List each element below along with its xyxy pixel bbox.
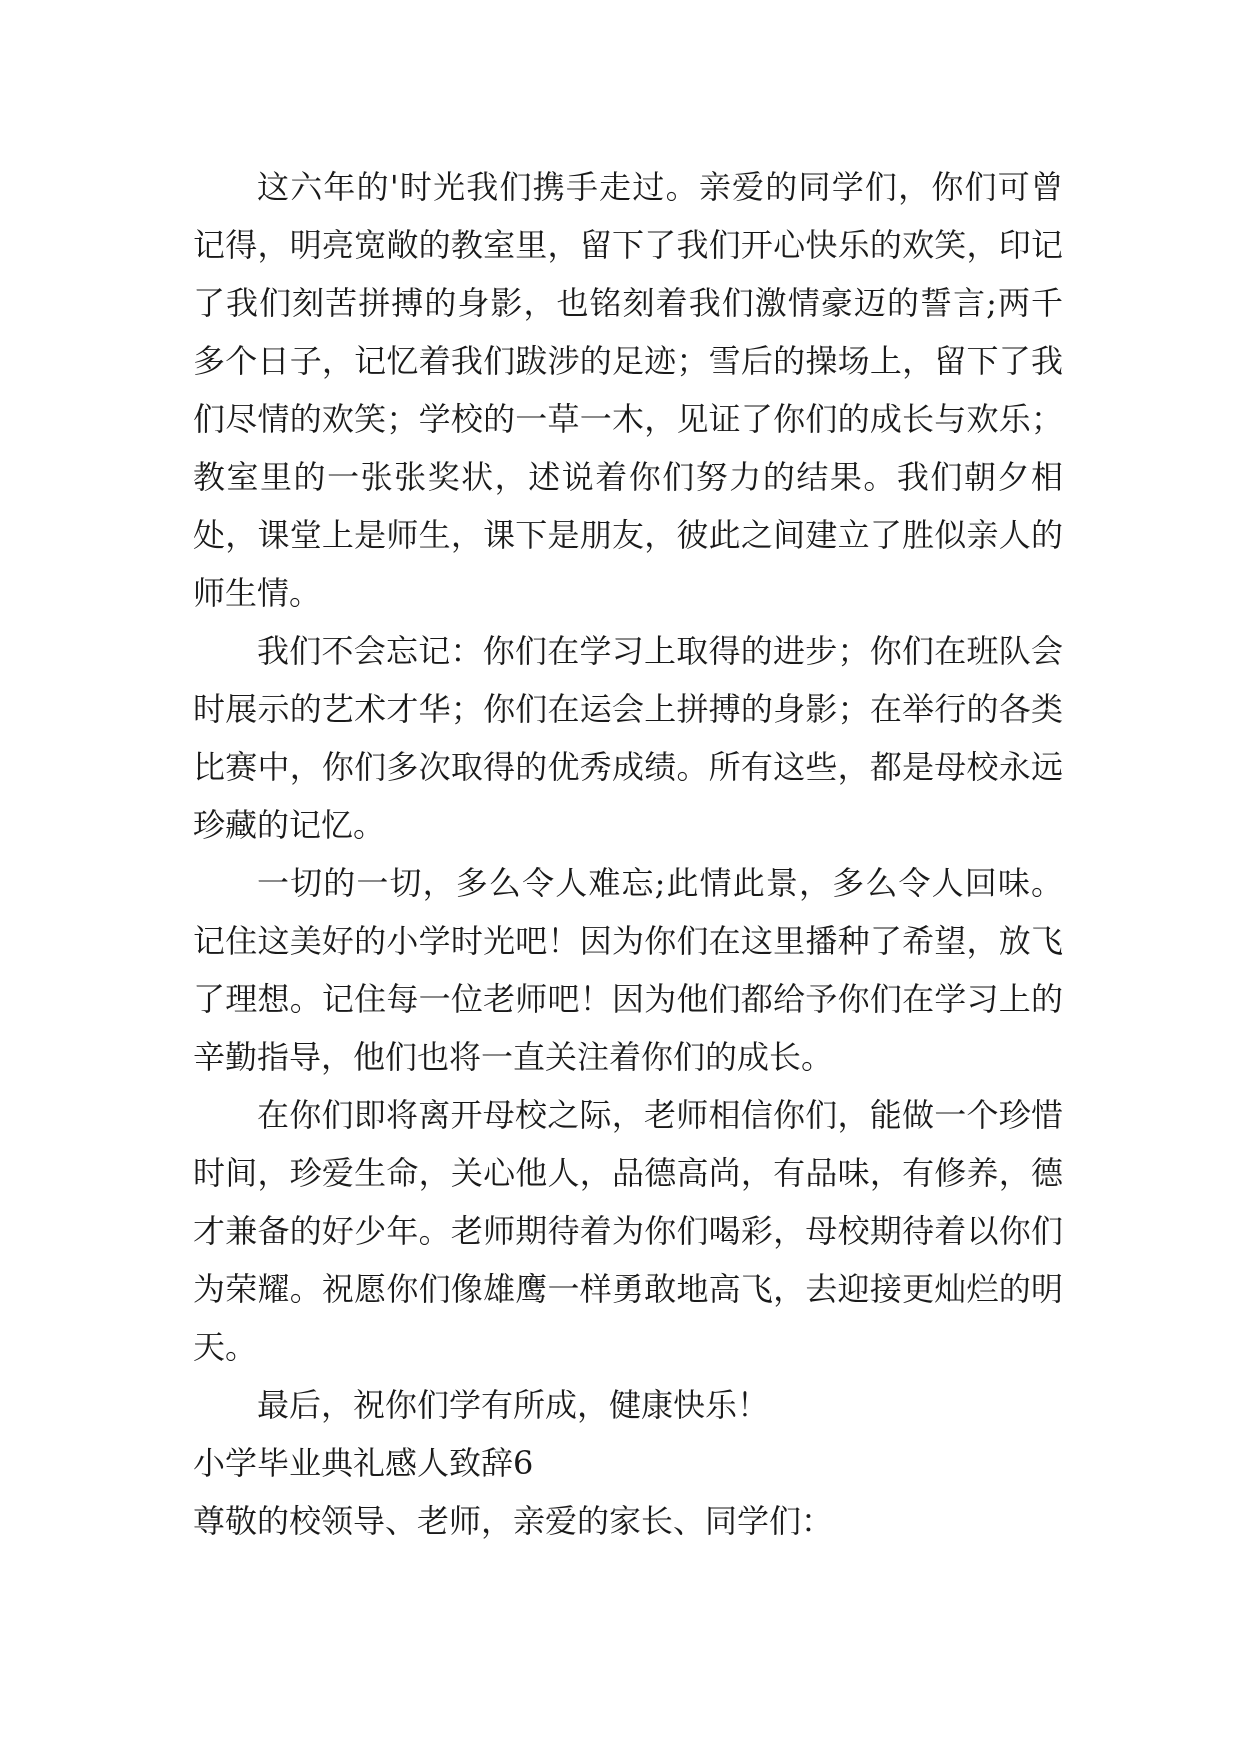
section-title: 小学毕业典礼感人致辞6	[193, 1444, 534, 1482]
salutation: 尊敬的校领导、老师，亲爱的家长、同学们：	[193, 1502, 834, 1540]
paragraph-achievements: 我们不会忘记：你们在学习上取得的进步；你们在班队会时展示的艺术才华；你们在运会上拼搏的身影；在举行的各类比赛中，你们多次取得的优秀成绩。所有这些，都是母校永远珍藏的记忆。	[193, 632, 1063, 844]
document-body	[193, 158, 1063, 1550]
paragraph-remember: 一切的一切，多么令人难忘;此情此景，多么令人回味。记住这美好的小学时光吧！因为你们在这里播种了希望，放飞了理想。记住每一位老师吧！因为他们都给予你们在学习上的辛勤指导，他们也将一直关注着你们的成长。	[193, 864, 1063, 1076]
paragraph-memories: 这六年的'时光我们携手走过。亲爱的同学们，你们可曾记得，明亮宽敞的教室里，留下了我们开心快乐的欢笑，印记了我们刻苦拼搏的身影，也铭刻着我们激情豪迈的誓言;两千多个日子，记忆着我们跋涉的足迹；雪后的操场上，留下了我们尽情的欢笑；学校的一草一木，见证了你们的成长与欢乐；教室里的一张张奖状，述说着你们努力的结果。我们朝夕相处，课堂上是师生，课下是朋友，彼此之间建立了胜似亲人的师生情。	[193, 168, 1063, 612]
paragraph-expectations: 在你们即将离开母校之际，老师相信你们，能做一个珍惜时间，珍爱生命，关心他人，品德高尚，有品味，有修养，德才兼备的好少年。老师期待着为你们喝彩，母校期待着以你们为荣耀。祝愿你们像雄鹰一样勇敢地高飞，去迎接更灿烂的明天。	[193, 1096, 1063, 1366]
paragraph-closing: 最后，祝你们学有所成，健康快乐！	[257, 1386, 770, 1424]
